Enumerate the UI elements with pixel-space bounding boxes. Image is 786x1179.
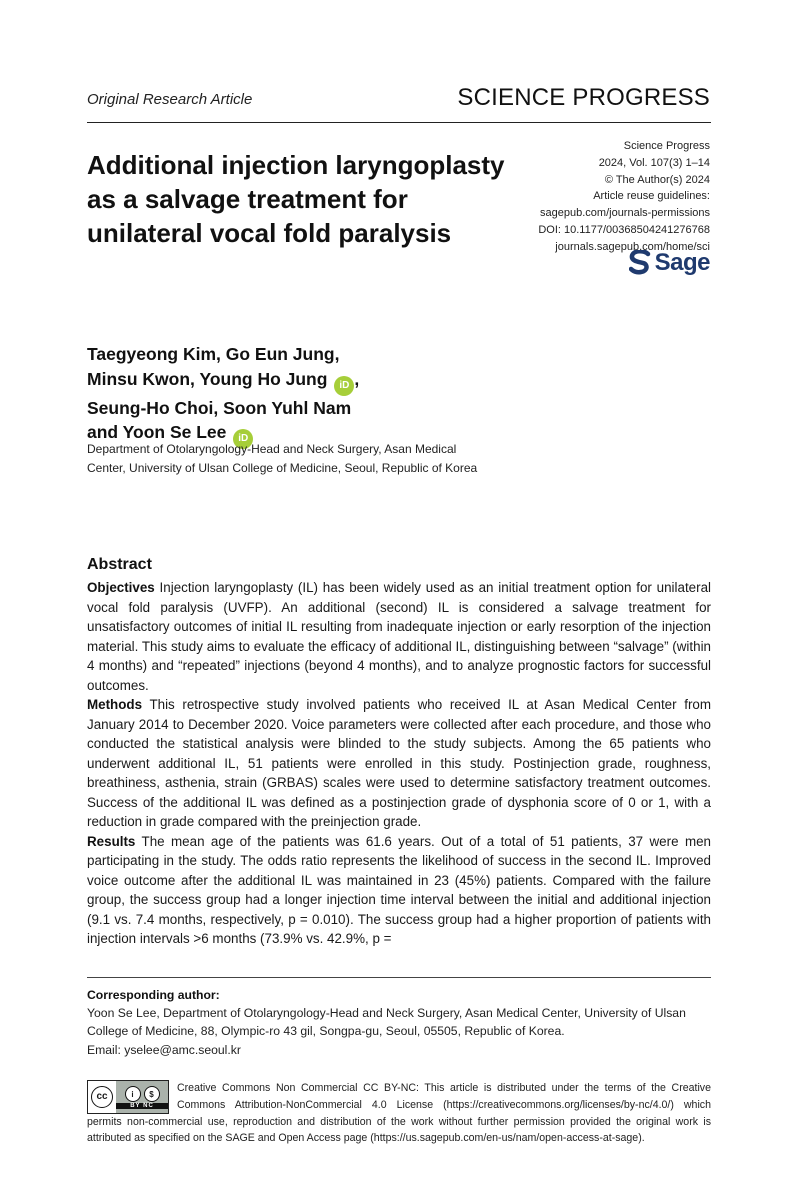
cc-icons [116, 1081, 168, 1113]
orcid-icon[interactable]: iD [334, 376, 354, 396]
methods-text: This retrospective study involved patients who received IL at Asan Medical Center from January 2014 to December 2020. Voice parameters were collected after each procedure, and those who conducted the statistical analysis were blinded to the study subjects. Among the 65 patients who underwent additional IL, 51 patients were enrolled in this study. Postinjection grade, roughness, breathiness, asthenia, strain (GRBAS) scales were used to determine satisfactory treatment outcomes. Success of the additional IL was defined as a postinjection grade of dysphonia score of 0 or 1, with a reduction in grade compared with the preinjection grade. [87, 697, 712, 829]
meta-volume: 2024, Vol. 107(3) 1–14 [598, 156, 710, 169]
cc-by-nc-badge[interactable] [87, 1080, 169, 1114]
objectives-label: Objectives [87, 580, 155, 595]
objectives-text: Injection laryngoplasty (IL) has been widely used as an initial treatment option for unilateral vocal fold paralysis (UVFP). An additional (second) IL is considered a salvage treatment for unsatisfactory outcomes of initial IL resulting from inadequate injection or early resorption of the injection material. This study aims to evaluate the efficacy of additional IL, distinguishing between “salvage” (within 4 months) and “repeated” injections (beyond 4 months), and to analyze prognostic factors for successful outcomes. [87, 580, 711, 693]
authors-line-4-text: and Yoon Se Lee [87, 422, 227, 442]
article-title: Additional injection laryngoplasty as a salvage treatment for unilateral vocal fold paralysis [87, 150, 505, 248]
cc-icon [88, 1081, 116, 1113]
meta-journal: Science Progress [623, 140, 710, 152]
meta-reuse-label: Article reuse guidelines: [593, 190, 710, 203]
license-text: Creative Commons Non Commercial CC BY-NC: This article is distributed under the terms of the Creative Commons Attribution-NonCommercial 4.0 License (https://creativecommons.org/licenses/by-nc/4.0/) which permits non-commercial use, reproduction and distribution of the work without further permission provided the original work is attributed as specified on the SAGE and Open Access page (https://us.sagepub.com/en-us/nam/open-access-at-sage). [87, 1082, 711, 1145]
meta-reuse-link[interactable]: sagepub.com/journals-permissions [540, 207, 710, 220]
corresponding-email[interactable]: Email: yselee@amc.seoul.kr [87, 1042, 241, 1057]
authors-line-1: Taegyeong Kim, Go Eun Jung, [87, 344, 340, 364]
abstract-objectives [87, 578, 711, 695]
article-type: Original Research Article [87, 91, 253, 108]
nc-icon: $ [144, 1086, 160, 1102]
cc-circle: cc [91, 1086, 113, 1108]
results-text: The mean age of the patients was 61.6 years. Out of a total of 51 patients, 37 were men participating in the study. The odds ratio represents the likelihood of success in the second IL. Improved voice outcome after the additional IL was maintained in 23 (45%) patients. Compared with the failure group, the success group had a longer injection time interval between the initial and additional injection (9.1 vs. 7.4 months, respectively, p = 0.010). The success group had a higher proportion of patients with injection intervals >6 months (73.9% vs. 42.9%, p = [87, 833, 711, 946]
affiliation: Department of Otolaryngology-Head and Neck Surgery, Asan Medical Center, University of Ulsan College of Medicine, Seoul, Republic of Korea [87, 442, 478, 475]
by-icon: i [125, 1086, 141, 1102]
meta-copyright: © The Author(s) 2024 [604, 173, 710, 186]
sage-s-icon [629, 250, 651, 276]
abstract-heading: Abstract [87, 556, 152, 573]
journal-name: SCIENCE PROGRESS [457, 84, 710, 111]
abstract-results [87, 832, 711, 949]
abstract-body [87, 578, 711, 949]
author-list [87, 342, 507, 449]
sage-logo [629, 249, 710, 277]
header-divider [87, 122, 711, 123]
cc-badge-label: BY NC [116, 1103, 168, 1109]
methods-label: Methods [87, 697, 143, 712]
meta-doi[interactable]: DOI: 10.1177/00368504241276768 [538, 223, 710, 236]
publication-meta [450, 138, 710, 256]
results-label: Results [87, 833, 136, 849]
license-text-block [87, 1080, 711, 1147]
sage-wordmark: Sage [654, 249, 710, 276]
authors-line-2-comma: , [354, 368, 360, 389]
authors-line-3: Seung-Ho Choi, Soon Yuhl Nam [87, 397, 352, 418]
footnote-divider [87, 977, 711, 978]
meta-journal-link[interactable]: journals.sagepub.com/home/sci [555, 240, 710, 253]
corresponding-address: Yoon Se Lee, Department of Otolaryngology-Head and Neck Surgery, Asan Medical Center, University of Ulsan College of Medicine, 88, Olympic-ro 43 gil, Songpa-gu, Seoul, 05505, Republic of Korea. [87, 1006, 686, 1039]
authors-line-2 [87, 367, 507, 396]
abstract-methods [87, 695, 711, 832]
authors-line-2-text: Minsu Kwon, Young Ho Jung [87, 368, 328, 389]
orcid-icon[interactable]: iD [233, 429, 253, 449]
corresponding-label: Corresponding author: [87, 988, 220, 1002]
corresponding-author [87, 986, 711, 1059]
